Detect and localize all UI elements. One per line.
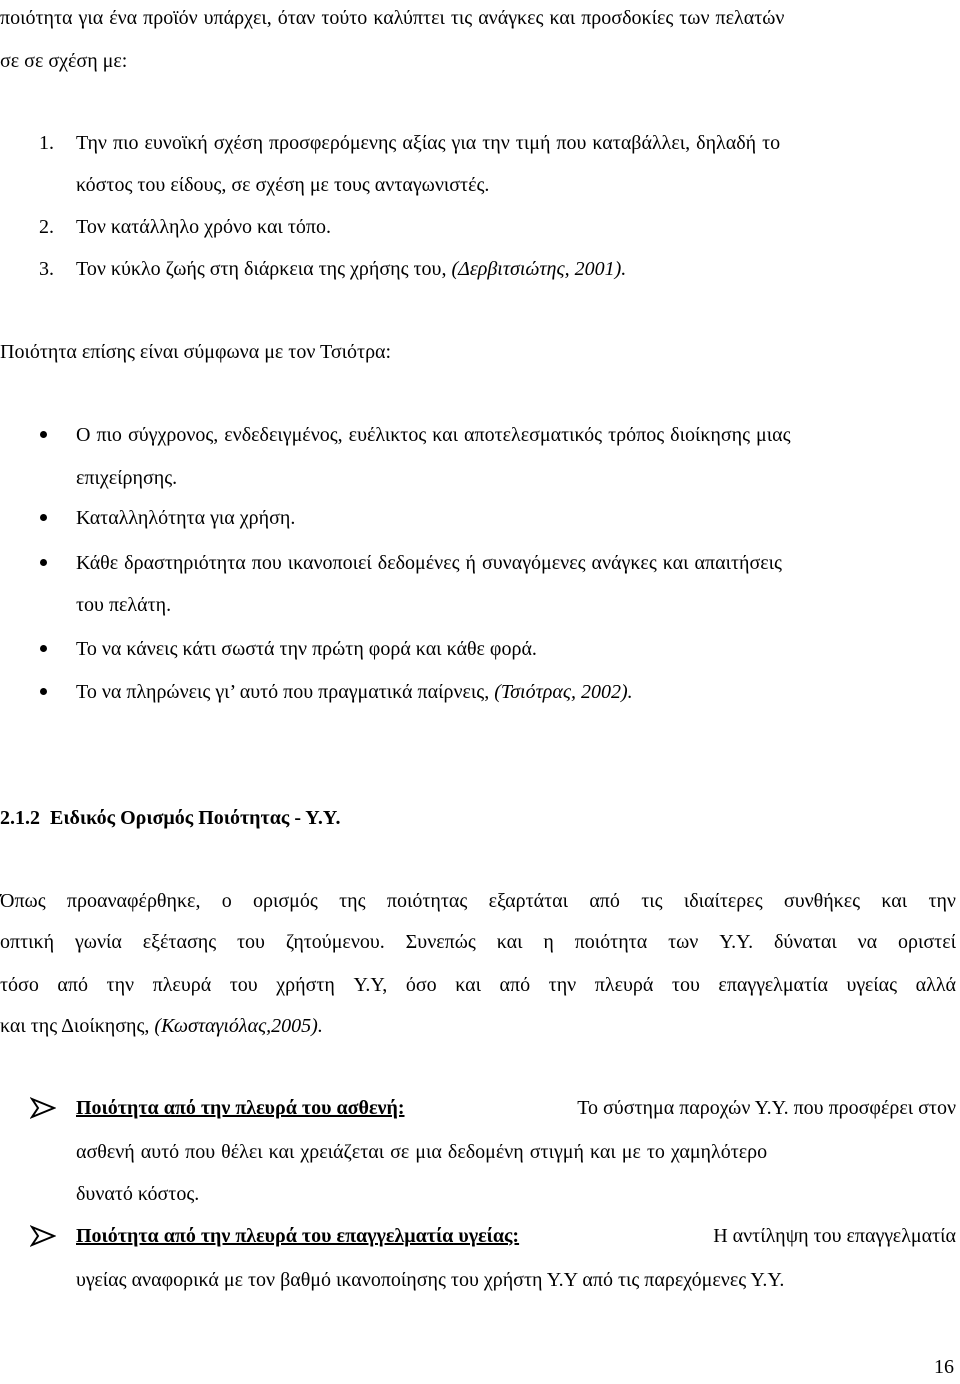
word: με bbox=[621, 1141, 641, 1163]
word: την bbox=[928, 890, 956, 912]
word: ευνοϊκή bbox=[144, 132, 208, 154]
bullet-icon bbox=[40, 559, 47, 566]
word: πελατών bbox=[715, 7, 785, 29]
list-number: 1. bbox=[39, 132, 54, 154]
word: ευέλικτος bbox=[348, 424, 427, 446]
paragraph-text: και της Διοίκησης, bbox=[0, 1015, 155, 1037]
word: χρήστη bbox=[276, 974, 335, 996]
word: στιγμή bbox=[529, 1141, 584, 1163]
word: αποτελεσματικός bbox=[464, 424, 603, 446]
word: ικανοποιεί bbox=[287, 552, 372, 574]
word: και bbox=[455, 974, 481, 996]
word: οπτική bbox=[0, 931, 55, 953]
word: του bbox=[229, 974, 258, 996]
word: Ο bbox=[76, 424, 91, 446]
word: ενδεδειγμένος, bbox=[224, 424, 343, 446]
word: η bbox=[543, 931, 554, 953]
word: προϊόν bbox=[143, 7, 198, 29]
list-item-line bbox=[76, 423, 956, 447]
list-item-text: Τον κύκλο ζωής στη διάρκεια της χρήσης του, bbox=[76, 258, 452, 280]
word: πιο bbox=[112, 132, 139, 154]
word: ασθενή bbox=[76, 1141, 135, 1163]
word: και bbox=[662, 552, 689, 574]
word: δεδομένη bbox=[447, 1141, 524, 1163]
word: ανάγκες bbox=[478, 7, 544, 29]
word: καλύπτει bbox=[373, 7, 445, 29]
word: το bbox=[646, 1141, 665, 1163]
word: της bbox=[339, 890, 366, 912]
list-item-label: Ποιότητα από την πλευρά του ασθενή: bbox=[76, 1097, 405, 1119]
word: τούτο bbox=[321, 7, 368, 29]
bullet-icon bbox=[40, 688, 47, 695]
word: πλευρά bbox=[152, 974, 212, 996]
word: που bbox=[251, 552, 282, 574]
list-item-line bbox=[76, 551, 956, 575]
word: ένα bbox=[109, 7, 138, 29]
word: μια bbox=[415, 1141, 442, 1163]
word: ποιότητα bbox=[574, 931, 648, 953]
list-item-line: υγείας αναφορικά με τον βαθμό ικανοποίησης του χρήστη Υ.Υ από τις παρεχόμενες Υ.Υ. bbox=[76, 1269, 785, 1291]
word: τις bbox=[450, 7, 473, 29]
word: πιο bbox=[96, 424, 122, 446]
word: ζητούμενου. bbox=[285, 931, 385, 953]
list-item-line: του πελάτη. bbox=[76, 594, 172, 616]
word: υγείας bbox=[846, 974, 898, 996]
word: εξαρτάται bbox=[488, 890, 569, 912]
bullet-icon bbox=[40, 645, 47, 652]
word: ορισμός bbox=[253, 890, 318, 912]
word: και bbox=[881, 890, 908, 912]
list-item-line bbox=[76, 1096, 956, 1120]
word: δύναται bbox=[774, 931, 837, 953]
word: εξέτασης bbox=[142, 931, 217, 953]
word: δραστηριότητα bbox=[124, 552, 246, 574]
word: καταβάλλει, bbox=[592, 132, 691, 154]
paragraph-line: σε σε σχέση με: bbox=[0, 50, 128, 72]
paragraph-line bbox=[0, 889, 956, 913]
list-item-line bbox=[76, 680, 633, 704]
word: από bbox=[499, 974, 531, 996]
word: αξίας bbox=[402, 132, 446, 154]
word: και bbox=[549, 7, 576, 29]
word: ιδιαίτερες bbox=[683, 890, 763, 912]
word: για bbox=[451, 132, 477, 154]
list-number: 2. bbox=[39, 216, 54, 238]
word: την bbox=[106, 974, 135, 996]
list-item-line bbox=[76, 1224, 956, 1248]
list-item-line bbox=[76, 1140, 956, 1164]
word: σε bbox=[390, 1141, 410, 1163]
word: των bbox=[668, 931, 699, 953]
word: ποιότητας bbox=[386, 890, 468, 912]
word: να bbox=[857, 931, 878, 953]
list-number: 3. bbox=[39, 258, 54, 280]
word: και bbox=[268, 1141, 295, 1163]
list-item-line: Καταλληλότητα για χρήση. bbox=[76, 507, 296, 529]
arrow-bullet-icon bbox=[30, 1225, 56, 1247]
word: και bbox=[496, 931, 523, 953]
word: μιας bbox=[756, 424, 791, 446]
list-item-line: Τον κατάλληλο χρόνο και τόπο. bbox=[76, 216, 331, 238]
word: Υ.Υ, bbox=[353, 974, 388, 996]
word: οριστεί bbox=[898, 931, 956, 953]
word: γωνία bbox=[74, 931, 122, 953]
word: Την bbox=[76, 132, 107, 154]
word: υπάρχει, bbox=[203, 7, 272, 29]
page-number: 16 bbox=[934, 1356, 954, 1378]
list-item-line: δυνατό κόστος. bbox=[76, 1183, 200, 1205]
arrow-bullet-icon bbox=[30, 1097, 56, 1119]
citation: (Κωσταγιόλας,2005). bbox=[154, 1015, 323, 1037]
word: ή bbox=[465, 552, 476, 574]
word: και bbox=[589, 1141, 616, 1163]
paragraph-line bbox=[0, 930, 956, 954]
list-item-line: επιχείρησης. bbox=[76, 467, 178, 489]
word: Συνεπώς bbox=[405, 931, 476, 953]
word: σύγχρονος, bbox=[127, 424, 219, 446]
word: προσφερόμενης bbox=[269, 132, 397, 154]
word: αλλά bbox=[915, 974, 956, 996]
word: προσδοκίες bbox=[581, 7, 674, 29]
word: όταν bbox=[277, 7, 316, 29]
word: χαμηλότερο bbox=[670, 1141, 768, 1163]
list-item-text: Η αντίληψη του επαγγελματία bbox=[713, 1225, 956, 1247]
word: Κάθε bbox=[76, 552, 119, 574]
word: σχέση bbox=[213, 132, 264, 154]
list-item-line: Το να κάνεις κάτι σωστά την πρώτη φορά και κάθε φορά. bbox=[76, 638, 537, 660]
word: των bbox=[679, 7, 710, 29]
word: δηλαδή bbox=[696, 132, 757, 154]
bullet-icon bbox=[40, 431, 47, 438]
word: από bbox=[589, 890, 620, 912]
word: Όπως bbox=[0, 890, 46, 912]
word: και bbox=[432, 424, 459, 446]
word: από bbox=[57, 974, 88, 996]
word: διοίκησης bbox=[670, 424, 751, 446]
word: αυτό bbox=[140, 1141, 180, 1163]
word: χρειάζεται bbox=[300, 1141, 385, 1163]
word: θέλει bbox=[221, 1141, 263, 1163]
word: για bbox=[78, 7, 104, 29]
paragraph-line bbox=[0, 973, 956, 997]
word: πλευρά bbox=[594, 974, 654, 996]
list-item-line: κόστος του είδους, σε σχέση με τους ανταγωνιστές. bbox=[76, 174, 490, 196]
word: το bbox=[762, 132, 781, 154]
list-item-line bbox=[76, 257, 626, 281]
word: επαγγελματία bbox=[718, 974, 828, 996]
word: τόσο bbox=[0, 974, 39, 996]
word: τρόπος bbox=[608, 424, 665, 446]
word: απαιτήσεις bbox=[694, 552, 782, 574]
word: συναγόμενες bbox=[481, 552, 586, 574]
bullet-icon bbox=[40, 514, 47, 521]
word: προαναφέρθηκε, bbox=[66, 890, 201, 912]
list-item-text: Το σύστημα παροχών Υ.Υ. που προσφέρει στον bbox=[577, 1097, 956, 1119]
word: ποιότητα bbox=[0, 7, 73, 29]
paragraph-line: Ποιότητα επίσης είναι σύμφωνα με τον Τσιότρα: bbox=[0, 341, 392, 363]
word: που bbox=[185, 1141, 216, 1163]
word: του bbox=[236, 931, 265, 953]
word: την bbox=[548, 974, 577, 996]
word: ανάγκες bbox=[591, 552, 657, 574]
paragraph-line bbox=[0, 6, 956, 30]
word: τις bbox=[641, 890, 663, 912]
word: ο bbox=[221, 890, 232, 912]
list-item-text: Το να πληρώνεις γι’ αυτό που πραγματικά παίρνεις, bbox=[76, 681, 495, 703]
list-item-label: Ποιότητα από την πλευρά του επαγγελματία υγείας: bbox=[76, 1225, 520, 1247]
word: την bbox=[482, 132, 510, 154]
word: του bbox=[671, 974, 700, 996]
word: που bbox=[556, 132, 587, 154]
word: συνθήκες bbox=[783, 890, 861, 912]
word: τιμή bbox=[515, 132, 551, 154]
word: δεδομένες bbox=[377, 552, 460, 574]
word: όσο bbox=[405, 974, 437, 996]
citation: (Τσιότρας, 2002). bbox=[494, 681, 633, 703]
section-heading: 2.1.2 Ειδικός Ορισμός Ποιότητας - Υ.Υ. bbox=[0, 807, 341, 829]
word: Υ.Υ. bbox=[719, 931, 754, 953]
paragraph-line bbox=[0, 1014, 323, 1038]
list-item-line bbox=[76, 131, 956, 155]
citation: (Δερβιτσιώτης, 2001). bbox=[451, 258, 627, 280]
